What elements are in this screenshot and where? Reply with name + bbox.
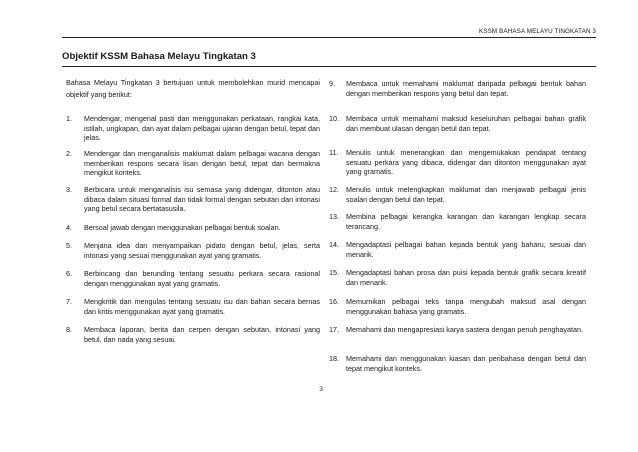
objective-text: Membaca untuk memahami maklumat daripada pelbagai bentuk bahan dengan memberikan respons yang betul dan tepat.: [346, 79, 586, 98]
objective-number: 11.: [329, 148, 339, 157]
objective-number: 1.: [66, 114, 72, 123]
objective-number: 7.: [66, 297, 72, 306]
objective-number: 12.: [329, 185, 339, 194]
objective-number: 8.: [66, 325, 72, 334]
objective-text: Mendengar dan menganalisis maklumat dalam pelbagai wacana dengan memberikan respons secara lisan dengan betul, tepat dan bermakna mengikut konteks.: [84, 149, 320, 178]
header-divider: [62, 37, 596, 38]
objective-number: 5.: [66, 241, 72, 250]
objective-text: Menulis untuk melengkapkan maklumat dan menjawab pelbagai jenis soalan dengan betul dan tepat.: [346, 185, 586, 204]
objective-text: Menulis untuk menerangkan dan mengemukakan pendapat tentang sesuatu perkara yang dibaca, didengar dan ditonton menggunakan ayat yang gramatis.: [346, 148, 586, 177]
objective-number: 2.: [66, 149, 72, 158]
objective-text: Memahami dan mengapresiasi karya sastera dengan penuh penghayatan.: [346, 325, 583, 334]
objective-number: 3.: [66, 185, 72, 194]
objective-text: Membaca untuk memahami maksud keseluruhan pelbagai bahan grafik dan membuat ulasan dengan betul dan tepat.: [346, 114, 586, 133]
objective-number: 10.: [329, 114, 339, 123]
objective-text: Bersoal jawab dengan menggunakan pelbagai bentuk soalan.: [84, 223, 281, 232]
page-header: KSSM BAHASA MELAYU TINGKATAN 3: [479, 28, 596, 35]
objective-text: Memurnikan pelbagai teks tanpa mengubah maksud asal dengan menggunakan bahasa yang gramatis.: [346, 297, 586, 316]
objective-number: 9.: [329, 79, 335, 88]
intro-paragraph: Bahasa Melayu Tingkatan 3 bertujuan untuk membolehkan murid mencapai objektif yang berikut:: [66, 78, 320, 99]
objective-number: 17.: [329, 325, 339, 334]
objective-number: 15.: [329, 268, 339, 277]
title-divider: [62, 66, 596, 67]
objective-number: 4.: [66, 223, 72, 232]
objective-number: 16.: [329, 297, 339, 306]
objective-number: 14.: [329, 240, 339, 249]
page-title: Objektif KSSM Bahasa Melayu Tingkatan 3: [62, 51, 256, 62]
objective-text: Memahami dan menggunakan kiasan dan peribahasa dengan betul dan tepat mengikut konteks.: [346, 354, 586, 373]
objective-text: Mengkritik dan mengulas tentang sesuatu isu dan bahan secara bernas dan kritis menggunakan ayat yang gramatis.: [84, 297, 320, 316]
page-number: 3: [319, 386, 323, 393]
objective-number: 13.: [329, 212, 339, 221]
objective-text: Mengadaptasi bahan prosa dan puisi kepada bentuk grafik secara kreatif dan menarik.: [346, 268, 586, 287]
objective-text: Mengadaptasi pelbagai bahan kepada bentuk yang baharu, sesuai dan menarik.: [346, 240, 586, 259]
objective-text: Menjana idea dan menyampaikan pidato dengan betul, jelas, serta intonasi yang sesuai menggunakan ayat yang gramatis.: [84, 241, 320, 260]
objective-text: Berbincang dan berunding tentang sesuatu perkara secara rasional dengan menggunakan ayat yang gramatis.: [84, 269, 320, 288]
objective-text: Mendengar, mengenal pasti dan menggunakan perkataan, rangkai kata, istilah, ungkapan, dan ayat dalam pelbagai ujaran dengan betul, tepat dan jelas.: [84, 114, 320, 143]
objective-text: Membaca laporan, berita dan cerpen dengan sebutan, intonasi yang betul, dan nada yang sesuai.: [84, 325, 320, 344]
objective-text: Membina pelbagai kerangka karangan dan karangan lengkap secara terancang.: [346, 212, 586, 231]
objective-text: Berbicara untuk menganalisis isu semasa yang didengar, ditonton atau dibaca dalam situasi formal dan tidak formal dengan sebutan dan intonasi yang betul secara bertatasusila.: [84, 185, 320, 214]
objective-number: 6.: [66, 269, 72, 278]
objective-number: 18.: [329, 354, 339, 363]
